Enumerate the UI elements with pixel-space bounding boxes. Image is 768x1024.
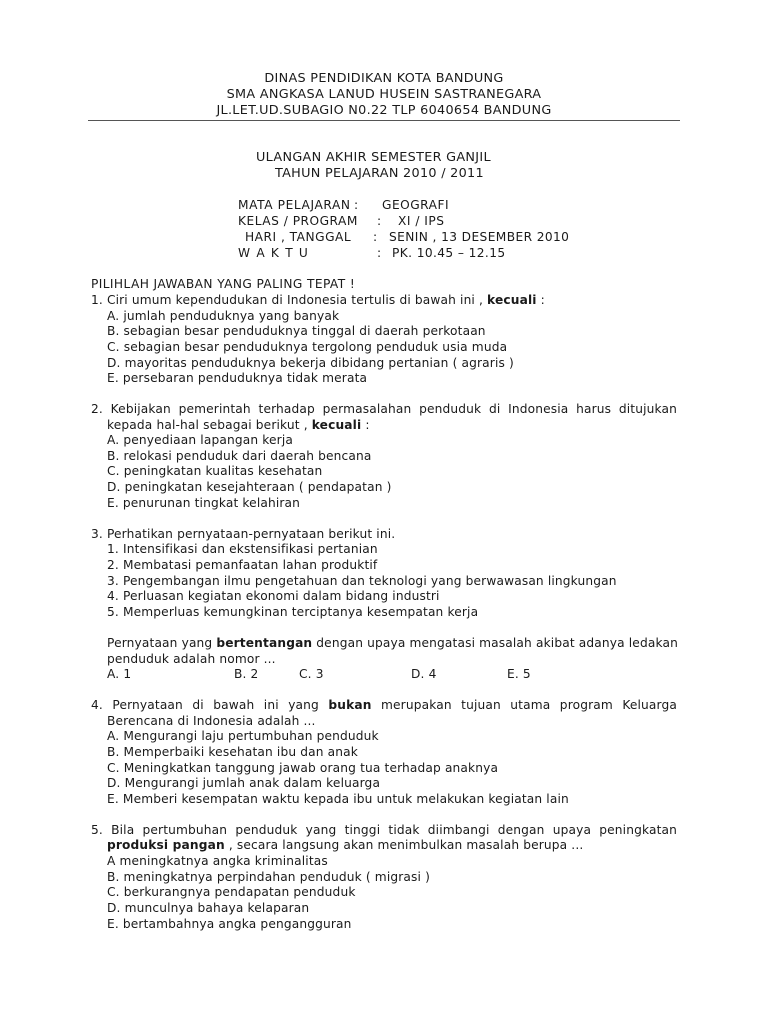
question-text-part: : xyxy=(361,418,370,432)
info-label: HARI , TANGGAL xyxy=(245,230,352,244)
question-text-part: Pernyataan yang xyxy=(107,636,217,650)
option-a: A. jumlah penduduknya yang banyak xyxy=(107,309,340,323)
option-d: D. munculnya bahaya kelaparan xyxy=(107,901,310,915)
question-text-continued xyxy=(107,837,583,853)
question-text xyxy=(91,292,545,308)
question-emphasis: produksi pangan xyxy=(107,838,225,852)
question-text-continued xyxy=(107,417,370,433)
option-b: B. Memperbaiki kesehatan ibu dan anak xyxy=(107,745,358,759)
question-text: 5. Bila pertumbuhan penduduk yang tinggi tidak diimbangi dengan upaya peningkatan xyxy=(91,823,677,837)
info-label: KELAS / PROGRAM xyxy=(238,214,358,228)
question-text xyxy=(91,697,677,713)
question-prompt-continued: penduduk adalah nomor ... xyxy=(107,652,276,666)
answer-d: D. 4 xyxy=(411,667,437,681)
statement-2: 2. Membatasi pemanfaatan lahan produktif xyxy=(107,558,378,572)
info-label: W A K T U xyxy=(238,246,310,260)
exam-year: TAHUN PELAJARAN 2010 / 2011 xyxy=(275,166,484,181)
question-text-continued: Berencana di Indonesia adalah ... xyxy=(107,714,316,728)
question-text-part: merupakan tujuan utama program Keluarga xyxy=(371,698,677,712)
info-separator: : xyxy=(377,214,382,228)
answer-c: C. 3 xyxy=(299,667,324,681)
option-d: D. Mengurangi jumlah anak dalam keluarga xyxy=(107,776,381,790)
option-a: A meningkatnya angka kriminalitas xyxy=(107,854,328,868)
header-school: SMA ANGKASA LANUD HUSEIN SASTRANEGARA xyxy=(226,87,542,102)
question-prompt xyxy=(107,635,677,651)
option-e: E. bertambahnya angka pengangguran xyxy=(107,917,352,931)
info-value: PK. 10.45 – 12.15 xyxy=(392,246,506,260)
question-text-part: 4. Pernyataan di bawah ini yang xyxy=(91,698,329,712)
option-b: B. meningkatnya perpindahan penduduk ( migrasi ) xyxy=(107,870,430,884)
info-value: SENIN , 13 DESEMBER 2010 xyxy=(389,230,570,244)
question-text: 2. Kebijakan pemerintah terhadap permasalahan penduduk di Indonesia harus ditujukan xyxy=(91,402,677,416)
question-text-part: kepada hal-hal sebagai berikut , xyxy=(107,418,312,432)
option-c: C. Meningkatkan tanggung jawab orang tua terhadap anaknya xyxy=(107,761,499,775)
exam-title: ULANGAN AKHIR SEMESTER GANJIL xyxy=(256,150,491,165)
question-text-part: , secara langsung akan menimbulkan masalah berupa ... xyxy=(224,838,584,852)
question-text-part: dengan upaya mengatasi masalah akibat adanya ledakan xyxy=(312,636,678,650)
header-divider xyxy=(88,120,680,121)
question-emphasis: kecuali xyxy=(487,293,537,307)
option-a: A. penyediaan lapangan kerja xyxy=(107,433,293,447)
info-separator: : xyxy=(377,246,382,260)
statement-4: 4. Perluasan kegiatan ekonomi dalam bidang industri xyxy=(107,589,440,603)
option-a: A. Mengurangi laju pertumbuhan penduduk xyxy=(107,729,379,743)
info-value: XI / IPS xyxy=(398,214,445,228)
info-separator: : xyxy=(373,230,378,244)
option-e: E. penurunan tingkat kelahiran xyxy=(107,496,301,510)
info-value: GEOGRAFI xyxy=(382,198,450,212)
statement-5: 5. Memperluas kemungkinan terciptanya kesempatan kerja xyxy=(107,605,479,619)
header-address: JL.LET.UD.SUBAGIO N0.22 TLP 6040654 BANDUNG xyxy=(216,103,552,118)
option-c: C. berkurangnya pendapatan penduduk xyxy=(107,885,356,899)
statement-3: 3. Pengembangan ilmu pengetahuan dan teknologi yang berwawasan lingkungan xyxy=(107,574,617,588)
option-c: C. sebagian besar penduduknya tergolong penduduk usia muda xyxy=(107,340,508,354)
option-c: C. peningkatan kualitas kesehatan xyxy=(107,464,323,478)
question-text-part: 1. Ciri umum kependudukan di Indonesia tertulis di bawah ini , xyxy=(91,293,488,307)
option-e: E. Memberi kesempatan waktu kepada ibu untuk melakukan kegiatan lain xyxy=(107,792,569,806)
question-text-part: : xyxy=(536,293,545,307)
info-label: MATA PELAJARAN xyxy=(238,198,351,212)
question-emphasis: bertentangan xyxy=(216,636,313,650)
instruction: PILIHLAH JAWABAN YANG PALING TEPAT ! xyxy=(91,277,356,291)
statement-1: 1. Intensifikasi dan ekstensifikasi pertanian xyxy=(107,542,378,556)
answer-a: A. 1 xyxy=(107,667,132,681)
option-b: B. relokasi penduduk dari daerah bencana xyxy=(107,449,372,463)
option-e: E. persebaran penduduknya tidak merata xyxy=(107,371,368,385)
option-d: D. peningkatan kesejahteraan ( pendapatan ) xyxy=(107,480,392,494)
question-text: 3. Perhatikan pernyataan-pernyataan berikut ini. xyxy=(91,527,396,541)
option-b: B. sebagian besar penduduknya tinggal di daerah perkotaan xyxy=(107,324,486,338)
question-emphasis: kecuali xyxy=(311,418,362,432)
header-office: DINAS PENDIDIKAN KOTA BANDUNG xyxy=(264,71,504,86)
option-d: D. mayoritas penduduknya bekerja dibidang pertanian ( agraris ) xyxy=(107,356,514,370)
info-separator: : xyxy=(354,198,359,212)
answer-e: E. 5 xyxy=(507,667,531,681)
question-emphasis: bukan xyxy=(328,698,372,712)
answer-b: B. 2 xyxy=(234,667,259,681)
